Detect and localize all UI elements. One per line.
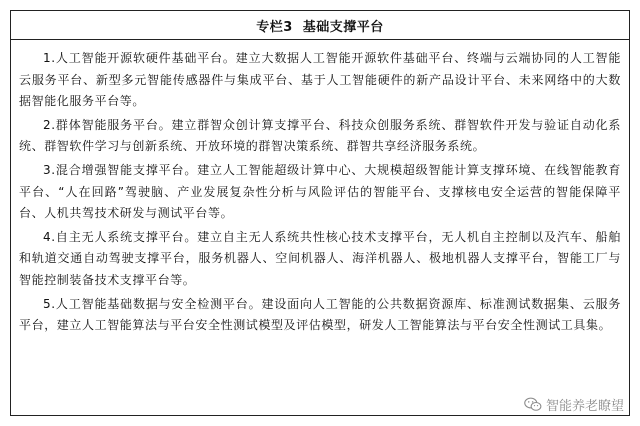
column-label: 专栏3 bbox=[256, 19, 293, 35]
box-title: 基础支撑平台 bbox=[302, 19, 384, 35]
box-body bbox=[11, 40, 629, 337]
paragraph-5: 5.人工智能基础数据与安全检测平台。建设面向人工智能的公共数据资源库、标准测试数据集、云服务平台，建立人工智能算法与平台安全性测试模型及评估模型，研发人工智能算法与平台安全性测试工具集。 bbox=[19, 296, 621, 333]
watermark-text: 智能养老瞭望 bbox=[545, 399, 624, 414]
box-title-row bbox=[11, 11, 629, 40]
wechat-icon bbox=[524, 397, 542, 412]
content-box bbox=[10, 10, 630, 416]
paragraph-1: 1.人工智能开源软硬件基础平台。建立大数据人工智能开源软件基础平台、终端与云端协同的人工智能云服务平台、新型多元智能传感器件与集成平台、基于人工智能硬件的新产品设计平台、未来网络中的大数据智能化服务平台等。 bbox=[19, 51, 621, 109]
paragraph-4: 4.自主无人系统支撑平台。建立自主无人系统共性核心技术支撑平台，无人机自主控制以及汽车、船舶和轨道交通自动驾驶支撑平台，服务机器人、空间机器人、海洋机器人、极地机器人支撑平台，智能工厂与智能控制装备技术支撑平台等。 bbox=[19, 229, 621, 287]
watermark bbox=[522, 395, 626, 414]
paragraph-3: 3.混合增强智能支撑平台。建立人工智能超级计算中心、大规模超级智能计算支撑环境、在线智能教育平台、“人在回路”驾驶脑、产业发展复杂性分析与风险评估的智能平台、支撑核电安全运营的智能保障平台、人机共驾技术研发与测试平台等。 bbox=[19, 162, 621, 221]
paragraph-2: 2.群体智能服务平台。建立群智众创计算支撑平台、科技众创服务系统、群智软件开发与验证自动化系统、群智软件学习与创新系统、开放环境的群智决策系统、群智共享经济服务系统。 bbox=[19, 117, 621, 154]
